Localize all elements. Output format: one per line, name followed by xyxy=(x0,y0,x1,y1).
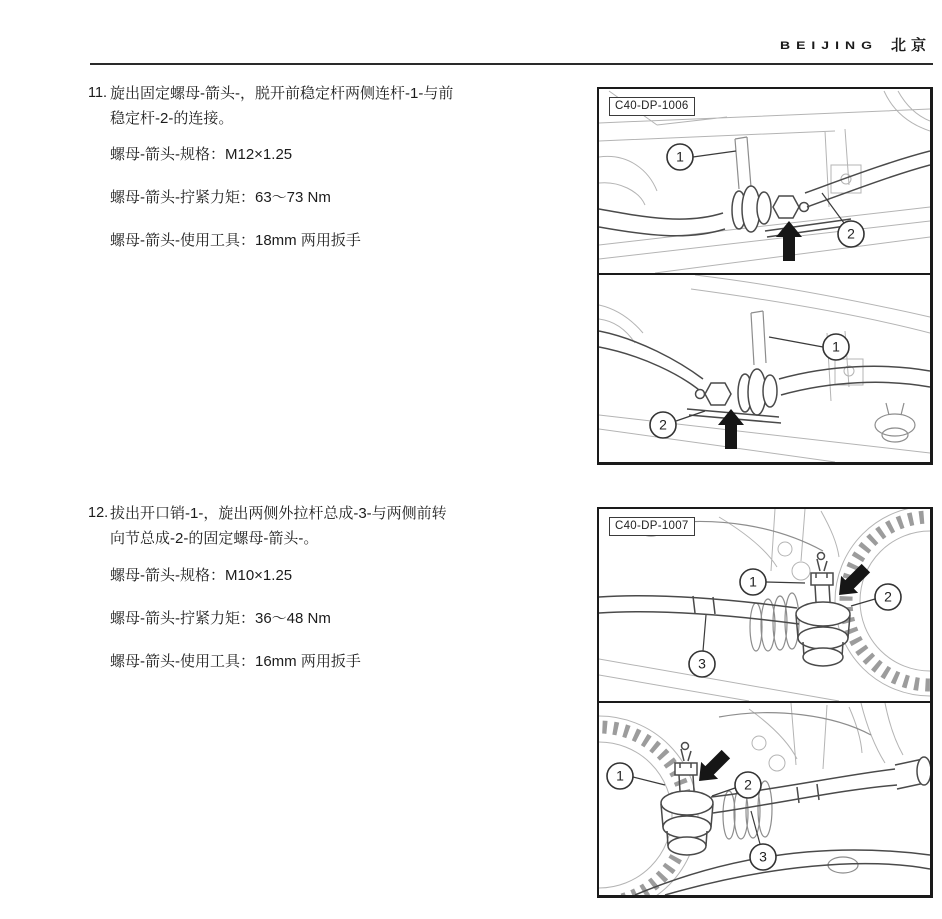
callout-number: 1 xyxy=(749,573,757,590)
callout-leader xyxy=(851,599,875,606)
callout-number: 2 xyxy=(884,588,892,605)
step-11-line-2: 稳定杆-2-的连接。 xyxy=(110,110,234,127)
tie-rod-drawing xyxy=(599,553,850,667)
step-11-line-1: 旋出固定螺母-箭头-，脱开前稳定杆两侧连杆-1-与前 xyxy=(110,85,454,102)
stabilizer-link-illustration-left xyxy=(599,89,930,273)
step-12-spec-size: 螺母-箭头-规格：M10×1.25 xyxy=(110,567,293,584)
callout-leader xyxy=(633,777,665,785)
callout-leader xyxy=(703,615,706,651)
callout-3 xyxy=(689,651,715,677)
figure-1006-panel-top xyxy=(599,89,930,275)
callout-number: 2 xyxy=(659,416,667,433)
callout-number: 2 xyxy=(847,225,855,242)
callout-2 xyxy=(838,221,864,247)
callout-1 xyxy=(823,334,849,360)
callout-number: 1 xyxy=(676,148,684,165)
callout-3 xyxy=(750,844,776,870)
brand-logo-latin: BEIJING xyxy=(779,38,878,51)
callout-number: 1 xyxy=(832,338,840,355)
stabilizer-bar-drawing xyxy=(599,148,930,237)
header-divider xyxy=(90,63,933,65)
step-11-number: 11. xyxy=(88,85,108,101)
step-11-spec-size: 螺母-箭头-规格：M12×1.25 xyxy=(110,146,293,163)
callout-2 xyxy=(875,584,901,610)
background-lines xyxy=(599,703,903,895)
callout-2 xyxy=(735,772,761,798)
callout-number: 3 xyxy=(759,848,767,865)
tie-rod-end-illustration-right xyxy=(599,703,930,895)
background-lines xyxy=(599,91,930,273)
step-12-instruction xyxy=(88,501,588,551)
callout-leader xyxy=(769,337,823,347)
brand-logo xyxy=(780,34,931,55)
background-lines xyxy=(599,275,930,462)
figure-c40-dp-1006 xyxy=(597,87,933,465)
figure-label: C40-DP-1006 xyxy=(609,97,695,116)
callout-1 xyxy=(607,763,633,789)
callout-leader xyxy=(766,582,805,583)
callout-number: 2 xyxy=(744,776,752,793)
stabilizer-link-illustration-right xyxy=(599,275,930,462)
step-11-spec-tool: 螺母-箭头-使用工具：18mm 两用扳手 xyxy=(110,232,361,249)
tie-rod-end-illustration-left xyxy=(599,509,930,701)
figure-label: C40-DP-1007 xyxy=(609,517,695,536)
step-12-line-1: 拔出开口销-1-，旋出两侧外拉杆总成-3-与两侧前转 xyxy=(110,505,447,522)
callout-number: 3 xyxy=(698,655,706,672)
callout-leader xyxy=(693,151,736,157)
step-12-spec-torque: 螺母-箭头-拧紧力矩：36～48 Nm xyxy=(110,610,331,627)
callout-number: 1 xyxy=(616,767,624,784)
figure-1007-panel-top xyxy=(599,509,930,703)
step-11-spec-torque: 螺母-箭头-拧紧力矩：63～73 Nm xyxy=(110,189,331,206)
step-12-number: 12. xyxy=(88,505,109,521)
step-12-line-2: 向节总成-2-的固定螺母-箭头-。 xyxy=(110,530,319,547)
figure-1007-panel-bottom xyxy=(599,703,930,895)
step-12-spec-tool: 螺母-箭头-使用工具：16mm 两用扳手 xyxy=(110,653,361,670)
callout-1 xyxy=(740,569,766,595)
figure-1006-panel-bottom xyxy=(599,275,930,462)
figure-c40-dp-1007 xyxy=(597,507,933,898)
callout-1 xyxy=(667,144,693,170)
step-11-instruction xyxy=(88,81,588,131)
callout-2 xyxy=(650,412,676,438)
brand-logo-cn: 北京 xyxy=(890,37,931,54)
